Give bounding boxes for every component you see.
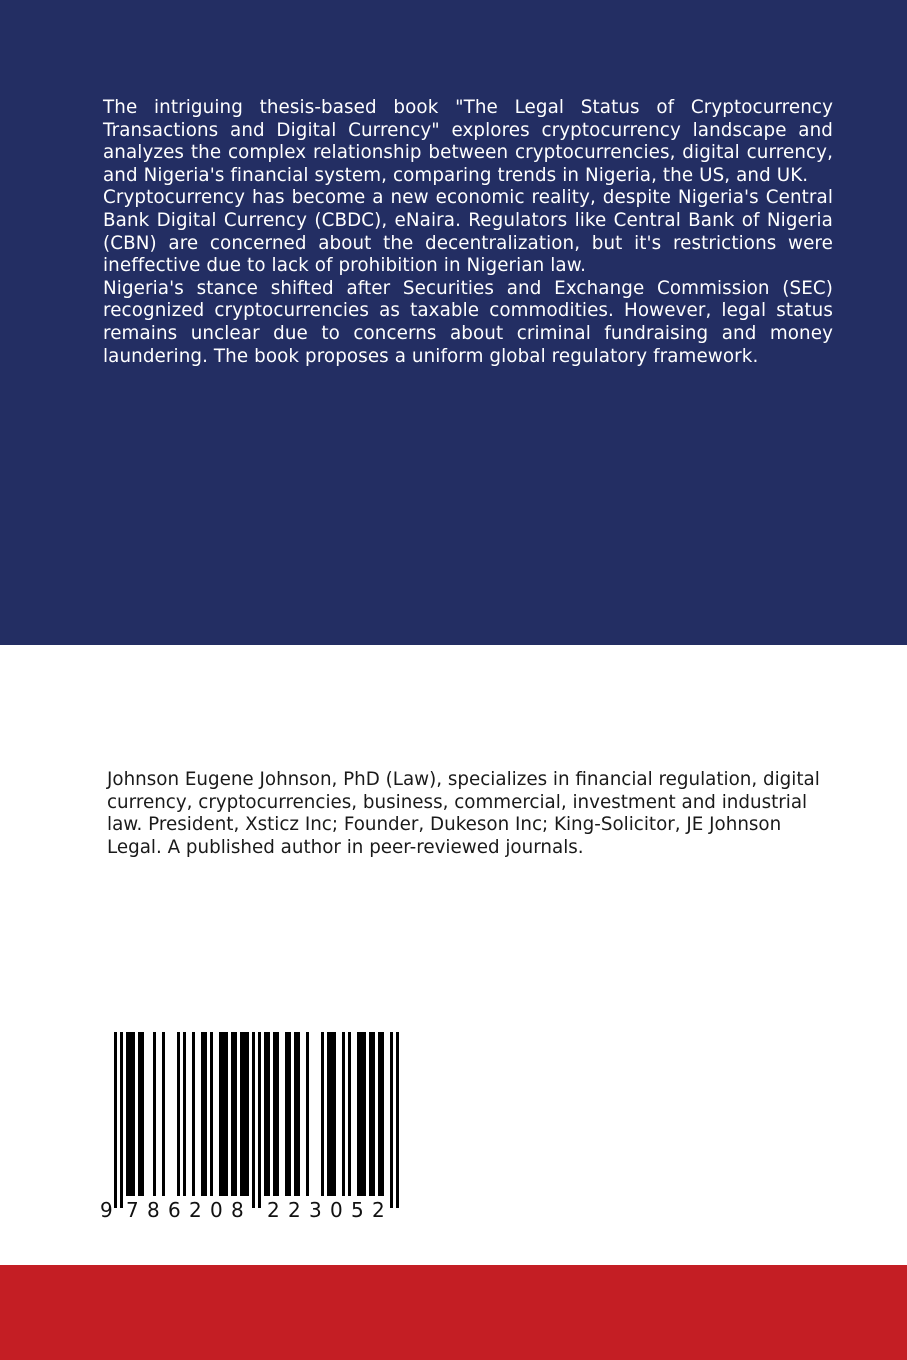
- barcode-bar: [126, 1032, 129, 1196]
- isbn-digit: 8: [231, 1198, 244, 1222]
- barcode-bar: [153, 1032, 156, 1196]
- blurb-paragraph: Cryptocurrency has become a new economic reality, despite Nigeria's Central Bank Digital Currency (CBDC), eNaira. Regulators like Central Bank of Nigeria (CBN) are concerned about the decentralization, but it's restrictions were ineffective due to lack of prohibition in Nigerian law.: [103, 187, 833, 277]
- barcode-bar: [348, 1032, 351, 1196]
- barcode-bar: [162, 1032, 165, 1196]
- barcode-bar: [333, 1032, 336, 1196]
- isbn-digit: 3: [309, 1198, 322, 1222]
- barcode-bar: [321, 1032, 324, 1196]
- isbn-digit: 7: [126, 1198, 139, 1222]
- barcode-bar: [183, 1032, 186, 1196]
- barcode-bar: [141, 1032, 144, 1196]
- author-bio: Johnson Eugene Johnson, PhD (Law), specializes in financial regulation, digital currency, cryptocurrencies, business, commercial, investment and industrial law. President, Xsticz Inc; Founder, Dukeson Inc; King-Solicitor, JE Johnson Legal. A published author in peer-reviewed journals.: [107, 769, 820, 858]
- isbn-digits: [100, 1198, 416, 1222]
- blurb-panel: [0, 0, 907, 645]
- book-description: [103, 97, 833, 368]
- barcode-bar: [138, 1032, 141, 1196]
- isbn-barcode: [100, 1030, 416, 1226]
- barcode-bar: [369, 1032, 372, 1196]
- barcode-bar: [177, 1032, 180, 1196]
- barcode-bar: [252, 1032, 255, 1208]
- blurb-paragraph: Nigeria's stance shifted after Securities and Exchange Commission (SEC) recognized cryptocurrencies as taxable commodities. However, legal status remains unclear due to concerns about criminal fundraising and money laundering. The book proposes a uniform global regulatory framework.: [103, 277, 833, 367]
- isbn-digit: 8: [147, 1198, 160, 1222]
- isbn-digit: 6: [168, 1198, 181, 1222]
- barcode-bar: [132, 1032, 135, 1196]
- barcode-bar: [342, 1032, 345, 1196]
- barcode-bar: [240, 1032, 243, 1196]
- barcode-bar: [381, 1032, 384, 1196]
- barcode-bar: [372, 1032, 375, 1196]
- barcode-bar: [219, 1032, 222, 1196]
- barcode-bar: [246, 1032, 249, 1196]
- barcode-bar: [363, 1032, 366, 1196]
- barcode-bar: [231, 1032, 234, 1196]
- barcode-bar: [390, 1032, 393, 1208]
- barcode-bar: [327, 1032, 330, 1196]
- barcode-bar: [222, 1032, 225, 1196]
- isbn-digit: 9: [100, 1198, 113, 1222]
- barcode-bar: [204, 1032, 207, 1196]
- barcode-bar: [306, 1032, 309, 1196]
- isbn-digit: 2: [372, 1198, 385, 1222]
- blurb-paragraph: The intriguing thesis-based book "The Legal Status of Cryptocurrency Transactions and Digital Currency" explores cryptocurrency landscape and analyzes the complex relationship between cryptocurrencies, digital currency, and Nigeria's financial system, comparing trends in Nigeria, the US, and UK.: [103, 97, 833, 186]
- barcode-bar: [210, 1032, 213, 1196]
- barcode-bar: [225, 1032, 228, 1196]
- isbn-digit: 2: [267, 1198, 280, 1222]
- barcode-bar: [243, 1032, 246, 1196]
- barcode-bar: [330, 1032, 333, 1196]
- barcode-bar: [234, 1032, 237, 1196]
- barcode-bar: [396, 1032, 399, 1208]
- bottom-band: [0, 1265, 907, 1360]
- isbn-digit: 2: [288, 1198, 301, 1222]
- barcode-bar: [288, 1032, 291, 1196]
- barcode-bar: [276, 1032, 279, 1196]
- barcode-bar: [201, 1032, 204, 1196]
- barcode-bar: [129, 1032, 132, 1196]
- barcode-bar: [264, 1032, 267, 1196]
- barcode-bar: [378, 1032, 381, 1196]
- barcode-bars: [100, 1030, 416, 1226]
- barcode-bar: [267, 1032, 270, 1196]
- isbn-digit: 5: [351, 1198, 364, 1222]
- barcode-bar: [294, 1032, 297, 1196]
- isbn-digit: 0: [210, 1198, 223, 1222]
- barcode-bar: [357, 1032, 360, 1196]
- barcode-bar: [360, 1032, 363, 1196]
- barcode-bar: [258, 1032, 261, 1208]
- barcode-bar: [114, 1032, 117, 1208]
- isbn-digit: 2: [189, 1198, 202, 1222]
- barcode-bar: [192, 1032, 195, 1196]
- barcode-bar: [273, 1032, 276, 1196]
- barcode-bar: [297, 1032, 300, 1196]
- barcode-bar: [120, 1032, 123, 1208]
- barcode-bar: [285, 1032, 288, 1196]
- isbn-digit: 0: [330, 1198, 343, 1222]
